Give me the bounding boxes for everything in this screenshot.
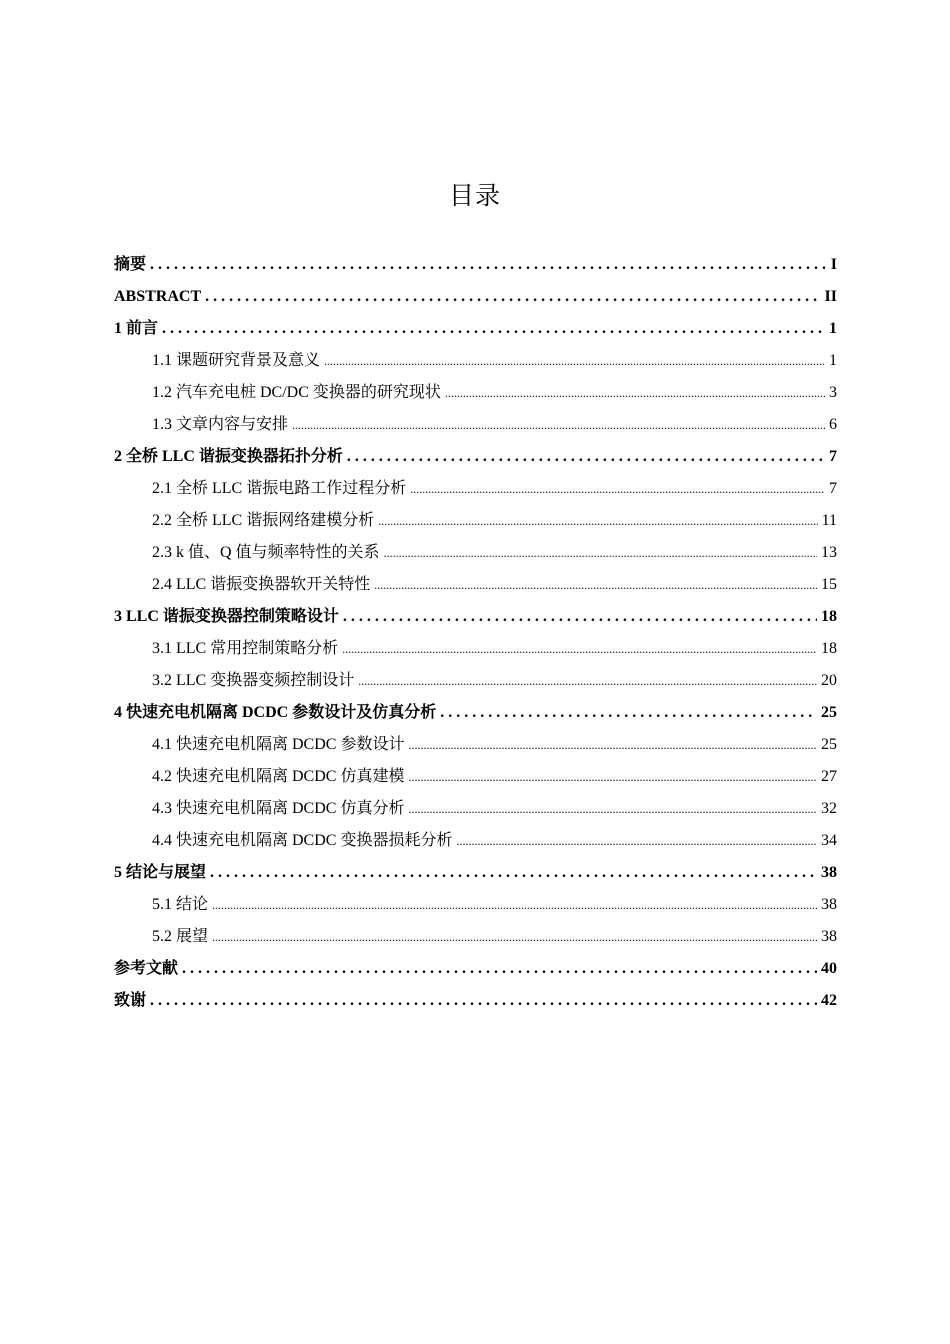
toc-dot-leader <box>212 921 817 953</box>
toc-page-number: 40 <box>821 960 837 977</box>
toc-chapter-entry[interactable] <box>114 249 837 281</box>
toc-page-number: 20 <box>821 672 837 689</box>
toc-dot-leader <box>358 665 817 697</box>
toc-entry-label: 1.2 汽车充电桩 DC/DC 变换器的研究现状 <box>152 384 441 401</box>
toc-chapter-entry[interactable] <box>114 953 837 985</box>
toc-chapter-entry[interactable] <box>114 857 837 889</box>
toc-section-entry[interactable] <box>114 761 837 793</box>
toc-entry-label: 2.3 k 值、Q 值与频率特性的关系 <box>152 544 380 561</box>
toc-section-entry[interactable] <box>114 537 837 569</box>
toc-chapter-entry[interactable] <box>114 441 837 473</box>
toc-dot-leader <box>378 505 817 537</box>
page-title: 目录 <box>448 181 501 210</box>
toc-chapter-entry[interactable] <box>114 985 837 1017</box>
toc-dot-leader <box>343 601 817 633</box>
toc-section-entry[interactable] <box>114 473 837 505</box>
toc-entry-label: 2 全桥 LLC 谐振变换器拓扑分析 <box>114 448 343 465</box>
toc-dot-leader <box>210 857 817 889</box>
toc-entry-label: 4.2 快速充电机隔离 DCDC 仿真建模 <box>152 768 405 785</box>
toc-dot-leader <box>342 633 817 665</box>
toc-page-number: 25 <box>821 736 837 753</box>
toc-dot-leader <box>205 281 820 313</box>
toc-page-number: 38 <box>821 864 837 881</box>
toc-dot-leader <box>408 761 817 793</box>
toc-page-number: 6 <box>829 416 837 433</box>
toc-entry-label: 5.1 结论 <box>152 896 209 913</box>
toc-dot-leader <box>324 345 825 377</box>
toc-page-number: 1 <box>829 320 837 337</box>
toc-entry-label: 1.1 课题研究背景及意义 <box>152 352 321 369</box>
toc-entry-label: 5.2 展望 <box>152 928 209 945</box>
table-of-contents <box>114 249 837 1017</box>
toc-section-entry[interactable] <box>114 633 837 665</box>
toc-page-number: 7 <box>829 480 837 497</box>
toc-entry-label: 1.3 文章内容与安排 <box>152 416 289 433</box>
toc-entry-label: 5 结论与展望 <box>114 864 207 881</box>
toc-section-entry[interactable] <box>114 409 837 441</box>
toc-page-number: 25 <box>821 704 837 721</box>
toc-section-entry[interactable] <box>114 889 837 921</box>
toc-chapter-entry[interactable] <box>114 313 837 345</box>
toc-page-number: 18 <box>821 608 837 625</box>
toc-entry-label: 4.1 快速充电机隔离 DCDC 参数设计 <box>152 736 405 753</box>
toc-dot-leader <box>456 825 817 857</box>
toc-entry-label: 2.2 全桥 LLC 谐振网络建模分析 <box>152 512 375 529</box>
toc-chapter-entry[interactable] <box>114 601 837 633</box>
toc-entry-label: 1 前言 <box>114 320 159 337</box>
toc-dot-leader <box>150 249 827 281</box>
toc-page-number: 32 <box>821 800 837 817</box>
toc-dot-leader <box>410 473 825 505</box>
toc-dot-leader <box>408 729 817 761</box>
toc-section-entry[interactable] <box>114 345 837 377</box>
toc-entry-label: 2.4 LLC 谐振变换器软开关特性 <box>152 576 371 593</box>
toc-page-number: 34 <box>821 832 837 849</box>
toc-dot-leader <box>150 985 817 1017</box>
toc-entry-label: 致谢 <box>114 992 147 1009</box>
toc-section-entry[interactable] <box>114 729 837 761</box>
toc-dot-leader <box>212 889 817 921</box>
toc-page-number: 38 <box>821 928 837 945</box>
toc-entry-label: 4.4 快速充电机隔离 DCDC 变换器损耗分析 <box>152 832 453 849</box>
toc-page-number: II <box>824 288 837 305</box>
toc-dot-leader <box>182 953 817 985</box>
toc-page-number: 42 <box>821 992 837 1009</box>
toc-section-entry[interactable] <box>114 921 837 953</box>
toc-entry-label: 参考文献 <box>114 960 179 977</box>
toc-dot-leader <box>292 409 825 441</box>
toc-section-entry[interactable] <box>114 793 837 825</box>
toc-chapter-entry[interactable] <box>114 697 837 729</box>
toc-page-number: 3 <box>829 384 837 401</box>
toc-dot-leader <box>162 313 825 345</box>
toc-page-number: 38 <box>821 896 837 913</box>
toc-dot-leader <box>347 441 825 473</box>
toc-section-entry[interactable] <box>114 569 837 601</box>
toc-section-entry[interactable] <box>114 665 837 697</box>
toc-section-entry[interactable] <box>114 377 837 409</box>
toc-section-entry[interactable] <box>114 825 837 857</box>
toc-entry-label: 3.1 LLC 常用控制策略分析 <box>152 640 339 657</box>
toc-page-number: 13 <box>821 544 837 561</box>
toc-chapter-entry[interactable] <box>114 281 837 313</box>
toc-entry-label: ABSTRACT <box>114 288 202 305</box>
toc-entry-label: 3 LLC 谐振变换器控制策略设计 <box>114 608 339 625</box>
toc-entry-label: 4 快速充电机隔离 DCDC 参数设计及仿真分析 <box>114 704 437 721</box>
toc-page-number: 18 <box>821 640 837 657</box>
toc-entry-label: 2.1 全桥 LLC 谐振电路工作过程分析 <box>152 480 407 497</box>
toc-page-number: 7 <box>829 448 837 465</box>
toc-page-number: 15 <box>821 576 837 593</box>
toc-page-number: 11 <box>821 512 837 529</box>
toc-dot-leader <box>384 537 817 569</box>
toc-entry-label: 摘要 <box>114 256 147 273</box>
toc-page-number: 1 <box>829 352 837 369</box>
toc-page-number: 27 <box>821 768 837 785</box>
toc-dot-leader <box>445 377 825 409</box>
toc-entry-label: 3.2 LLC 变换器变频控制设计 <box>152 672 355 689</box>
toc-dot-leader <box>440 697 817 729</box>
toc-entry-label: 4.3 快速充电机隔离 DCDC 仿真分析 <box>152 800 405 817</box>
toc-dot-leader <box>408 793 817 825</box>
toc-page-number: I <box>830 256 837 273</box>
toc-dot-leader <box>374 569 817 601</box>
toc-section-entry[interactable] <box>114 505 837 537</box>
